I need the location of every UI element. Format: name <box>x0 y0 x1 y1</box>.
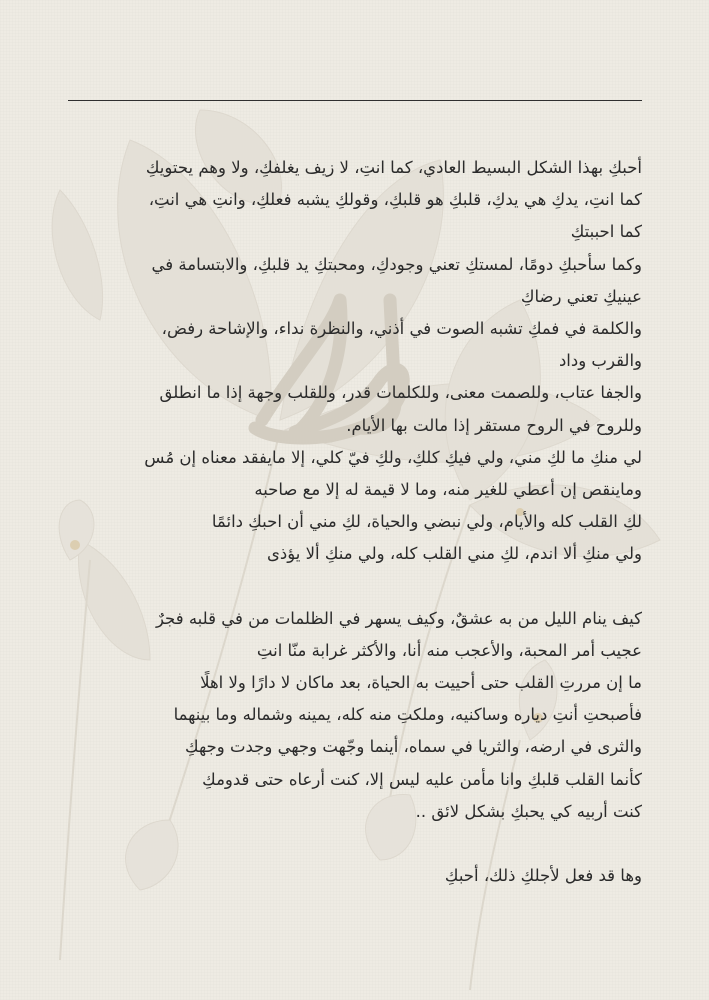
stanza-gap <box>60 570 642 602</box>
poem-stanza-2 <box>60 603 642 828</box>
poem-stanza-1 <box>60 152 642 570</box>
poem-line: وماينقص إن أعطي للغير منه، وما لا قيمة له إلا مع صاحبه <box>254 479 642 499</box>
top-divider-line <box>68 100 642 101</box>
poem-line: ولي منكِ ألا اندم، لكِ مني القلب كله، ولي منكِ ألا يؤذى <box>267 544 642 564</box>
poem-line: لي منكِ ما لكِ مني، ولي فيكِ كلكِ، ولكِ فيّ كلي، إلا مايفقد معناه إن مُس <box>144 447 642 467</box>
poem-line: كما احببتكِ <box>570 222 642 242</box>
poem-line: أحبكِ بهذا الشكل البسيط العادي، كما انتِ، لا زيف يغلفكِ، ولا وهم يحتويكِ <box>145 158 642 177</box>
poem-closing-line: وها قد فعل لأجلكِ ذلك، أحبكِ <box>444 866 642 886</box>
poem-line: وكما سأحبكِ دومًا، لمستكِ تعني وجودكِ، ومحبتكِ يد قلبكِ، والابتسامة في <box>151 254 642 274</box>
poem-line: لكِ القلب كله والأيام، ولي نبضي والحياة، لكِ مني أن احبكِ دائمًا <box>211 512 642 532</box>
poem-line: فأصبحتِ أنتِ دياره وساكنيه، وملكتِ منه كله، يمينه وشماله وما بينهما <box>173 705 642 725</box>
poem-line: وللروح في الروح مستقر إذا مالت بها الأيام. <box>346 415 642 435</box>
stanza-gap <box>60 828 642 860</box>
poem-line: كما انتِ، يدكِ هي يدكِ، قلبكِ هو قلبكِ، وقولكِ يشبه فعلكِ، وانتِ هي انتِ، <box>148 190 642 210</box>
poem-line: والثرى في ارضه، والثريا في سماه، أينما وجّهت وجهي وجدت وجهكِ <box>185 737 642 757</box>
poem-line: والكلمة في فمكِ تشبه الصوت في أذني، والنظرة نداء، والإشاحة رفض، <box>161 318 642 338</box>
poem-line: كيف ينام الليل من به عشقٌ، وكيف يسهر في الظلمات من في قلبه فجرٌ <box>155 608 642 628</box>
poem-line: كأنما القلب قلبكِ وانا مأمن عليه ليس إلا، كنت أرعاه حتى قدومكِ <box>202 769 642 789</box>
poem-line: والجفا عتاب، وللصمت معنى، وللكلمات قدر، وللقلب وجهة إذا ما انطلق <box>159 383 642 403</box>
poem-line: ما إن مررتِ القلب حتى أحييت به الحياة، بعد ماكان لا دارًا ولا اهلًا <box>200 673 642 692</box>
poem-line: والقرب وداد <box>558 351 642 371</box>
poem-line: كنت أربيه كي يحبكِ بشكل لائق .. <box>415 801 642 821</box>
poem-line: عجيب أمر المحبة، والأعجب منه أنا، والأكثر غرابة منّا انتِ <box>256 640 642 660</box>
poem-text <box>60 152 642 892</box>
poem-line: عينيكِ تعني رضاكِ <box>520 286 642 306</box>
